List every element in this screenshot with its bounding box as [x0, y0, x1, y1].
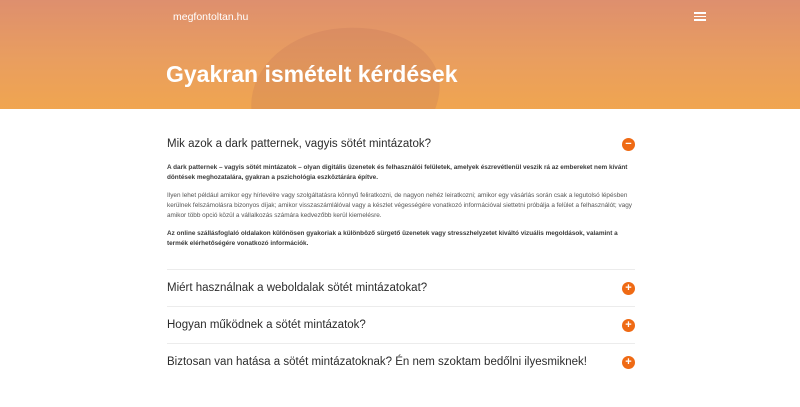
faq-question-row[interactable] [167, 135, 635, 153]
faq-question[interactable]: Hogyan működnek a sötét mintázatok? [167, 319, 366, 331]
plus-circle-icon[interactable]: + [622, 282, 635, 295]
faq-item-3[interactable] [167, 306, 635, 343]
faq-question[interactable]: Miért használnak a weboldalak sötét mintázatokat? [167, 282, 428, 294]
faq-item-4[interactable] [167, 343, 635, 380]
faq-answer [167, 163, 635, 249]
faq-item-2[interactable] [167, 270, 635, 306]
answer-paragraph: Az online szállásfoglaló oldalakon különösen gyakoriak a különböző sürgető üzenetek vagy stresszhelyzetet kiváltó vizuális megoldások, valamint a termék elérhetőségére vonatkozó információk. [167, 230, 618, 247]
site-logo[interactable]: megfontoltan.hu [173, 11, 249, 23]
answer-paragraph: A dark patternek – vagyis sötét mintázatok – olyan digitális üzenetek és felhasználói felületek, amelyek észrevétlenül veszik rá az embereket nem kívánt döntések meghozatalára, gyakran a pszichológia eszköztárára építve. [167, 164, 628, 181]
faq-accordion [167, 109, 635, 380]
faq-question[interactable]: Mik azok a dark patternek, vagyis sötét mintázatok? [167, 138, 431, 150]
plus-circle-icon[interactable]: + [622, 356, 635, 369]
hero-banner [0, 0, 800, 109]
faq-item-1 [167, 135, 635, 270]
hamburger-menu-icon[interactable] [694, 12, 706, 22]
page-title: Gyakran ismételt kérdések [166, 61, 458, 87]
answer-paragraph: Ilyen lehet például amikor egy hírlevélre vagy szolgáltatásra könnyű feliratkozni, de nagyon nehéz leiratkozni; amikor egy vásárlás során csak a legutolsó lépésben kerülnek felszámolásra bizonyos díjak; amikor visszaszámlálóval vagy a készlet végességére vonatkozó információval siettetni próbálja a felület a felhasználót; vagy amikor több opció közül a vállalkozás számára kedvezőbb kerül kiemelésre. [167, 192, 632, 219]
plus-circle-icon[interactable]: + [622, 319, 635, 332]
minus-circle-icon[interactable]: − [622, 138, 635, 151]
faq-question[interactable]: Biztosan van hatása a sötét mintázatoknak? Én nem szoktam bedőlni ilyesmiknek! [167, 356, 587, 368]
